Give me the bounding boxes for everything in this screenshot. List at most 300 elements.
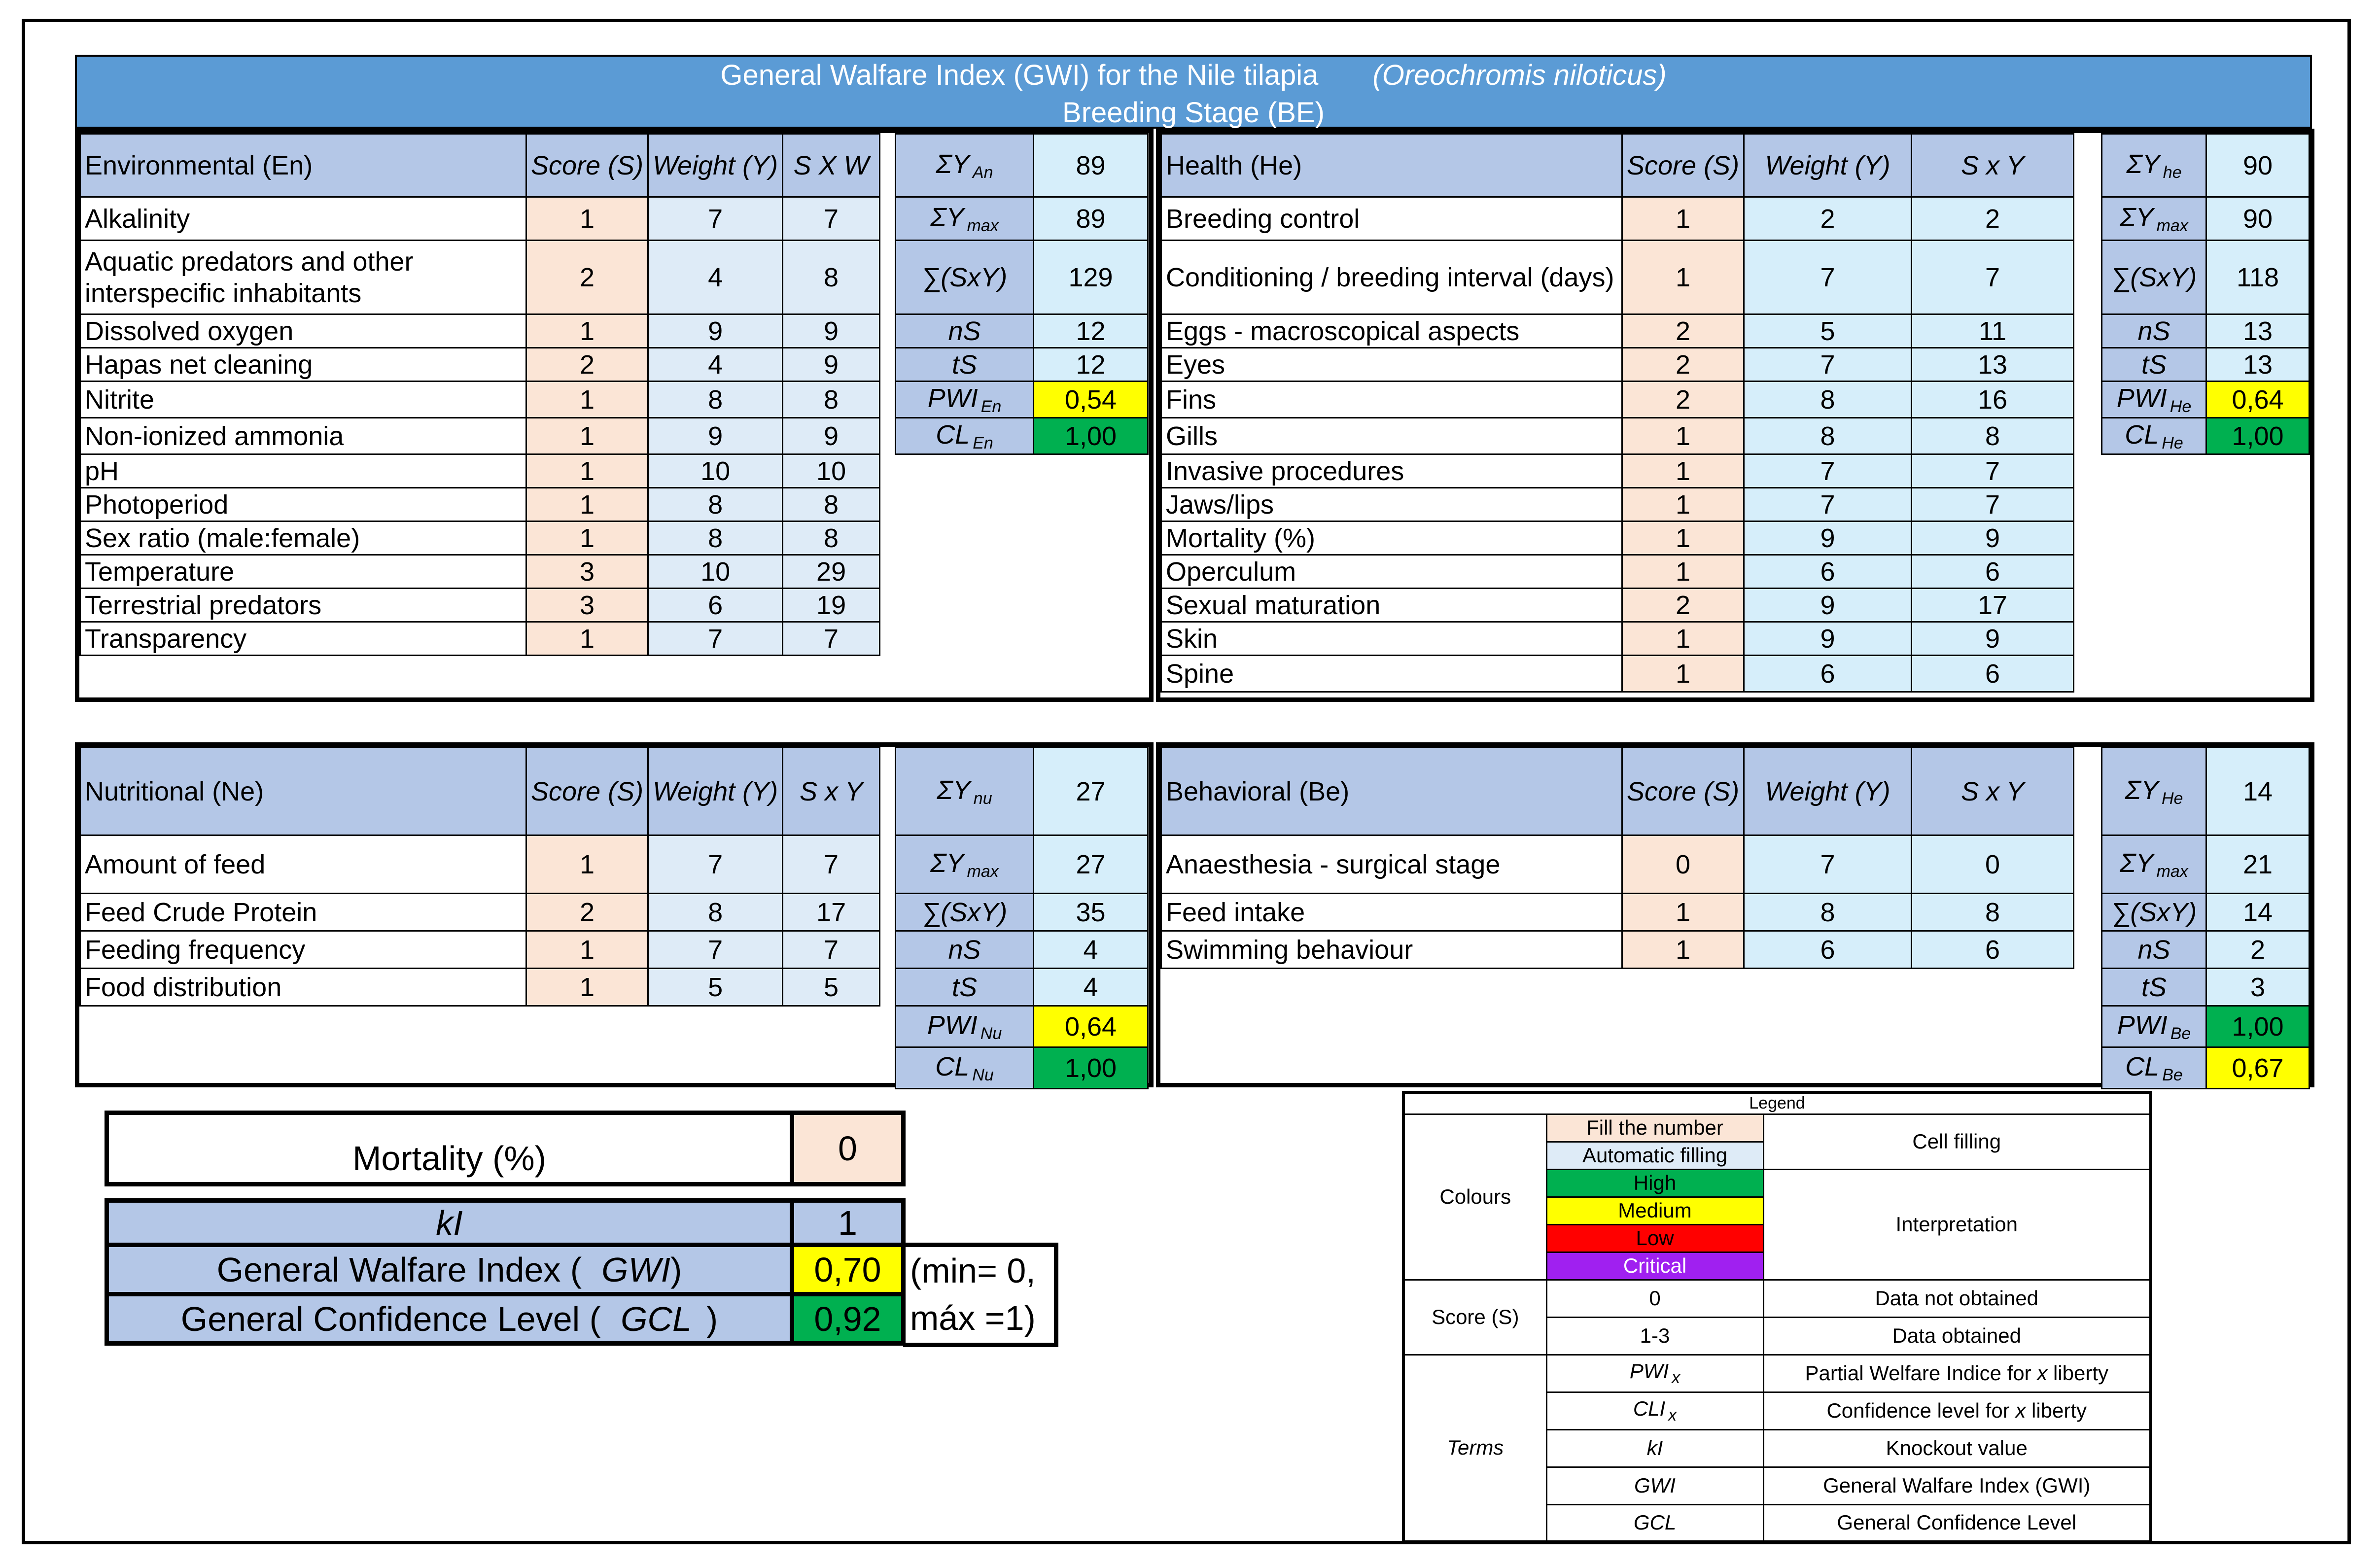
- table-row: [80, 622, 880, 656]
- sxy-value: 9: [1912, 622, 2074, 656]
- stat-row: [2102, 382, 2310, 418]
- stat-row: [896, 748, 1148, 835]
- env-score-header: Score (S): [526, 134, 648, 197]
- table-row: [1161, 382, 2074, 418]
- table-row: [1161, 622, 2074, 656]
- stat-value: 35: [1034, 894, 1148, 931]
- ki-label: kI: [107, 1201, 792, 1245]
- legend-interpretation: Interpretation: [1763, 1169, 2151, 1280]
- stat-value: 21: [2206, 835, 2310, 894]
- sxy-value: 2: [1912, 197, 2074, 241]
- legend-terms: Terms: [1403, 1355, 1546, 1542]
- criterion-name: Hapas net cleaning: [80, 348, 526, 382]
- stat-key: ∑(SxY): [2102, 241, 2206, 314]
- stat-value: 4: [1034, 969, 1148, 1006]
- score-input[interactable]: 2: [1622, 348, 1744, 382]
- criterion-name: Swimming behaviour: [1161, 931, 1622, 969]
- sxy-value: 7: [783, 835, 880, 894]
- health-section-label: Health (He): [1161, 134, 1622, 197]
- legend-cell-filling: Cell filling: [1763, 1114, 2151, 1169]
- stat-value: 0,64: [1034, 1006, 1148, 1047]
- criterion-name: Nitrite: [80, 382, 526, 418]
- stat-key: ∑(SxY): [2102, 894, 2206, 931]
- table-row: [1161, 522, 2074, 555]
- score-input[interactable]: 2: [526, 348, 648, 382]
- sxy-value: 9: [783, 348, 880, 382]
- table-row: [80, 522, 880, 555]
- sxy-value: 8: [1912, 418, 2074, 454]
- sxy-value: 7: [783, 931, 880, 969]
- weight-value: 7: [648, 931, 783, 969]
- stat-value: 89: [1034, 197, 1148, 241]
- stat-row: [896, 348, 1148, 382]
- score-input[interactable]: 3: [526, 555, 648, 589]
- stat-row: [2102, 931, 2310, 969]
- stat-value: 1,00: [1034, 418, 1148, 454]
- score-input[interactable]: 0: [1622, 835, 1744, 894]
- table-row: [80, 835, 880, 894]
- sxy-value: 9: [783, 314, 880, 348]
- health-sw-header: S x Y: [1912, 134, 2074, 197]
- gwi-value: 0,70: [792, 1245, 904, 1294]
- criterion-name: Breeding control: [1161, 197, 1622, 241]
- stat-row: [896, 241, 1148, 314]
- legend-term-gcl-desc: General Confidence Level: [1763, 1504, 2151, 1542]
- weight-value: 7: [1744, 241, 1912, 314]
- health-table: [1160, 133, 2074, 693]
- stat-key: nS: [2102, 931, 2206, 969]
- weight-value: 8: [648, 894, 783, 931]
- legend-term-gwi: GWI: [1546, 1467, 1763, 1504]
- stat-value: 4: [1034, 931, 1148, 969]
- table-row: [1161, 555, 2074, 589]
- stat-row: [896, 894, 1148, 931]
- criterion-name: Operculum: [1161, 555, 1622, 589]
- table-row: [1161, 314, 2074, 348]
- env-sw-header: S X W: [783, 134, 880, 197]
- legend-medium-swatch: Medium: [1546, 1197, 1763, 1224]
- score-input[interactable]: 2: [1622, 382, 1744, 418]
- stat-key: tS: [896, 969, 1034, 1006]
- table-row: [1161, 894, 2074, 931]
- criterion-name: Feed Crude Protein: [80, 894, 526, 931]
- criterion-name: pH: [80, 454, 526, 488]
- stat-value: 27: [1034, 748, 1148, 835]
- sxy-value: 7: [783, 622, 880, 656]
- stat-key: ∑(SxY): [896, 894, 1034, 931]
- stat-row: [2102, 197, 2310, 241]
- stat-row: [2102, 835, 2310, 894]
- stat-key: PWI $_{Nu}$: [896, 1006, 1034, 1047]
- stat-key: ΣY $_{max}$: [2102, 835, 2206, 894]
- legend-score-0: 0: [1546, 1280, 1763, 1317]
- criterion-name: Skin: [1161, 622, 1622, 656]
- behav-table: [1160, 747, 2074, 969]
- stat-value: 129: [1034, 241, 1148, 314]
- stat-key: nS: [896, 314, 1034, 348]
- score-input[interactable]: 2: [1622, 589, 1744, 622]
- stat-key: ΣY $_{he}$: [2102, 134, 2206, 197]
- table-row: [80, 969, 880, 1006]
- stat-key: ΣY $_{max}$: [2102, 197, 2206, 241]
- stat-row: [2102, 241, 2310, 314]
- legend-term-gcl: GCL: [1546, 1504, 1763, 1542]
- stat-key: ΣY $_{An}$: [896, 134, 1034, 197]
- weight-value: 8: [648, 522, 783, 555]
- stat-value: 0,54: [1034, 382, 1148, 418]
- stat-row: [896, 931, 1148, 969]
- score-input[interactable]: 2: [526, 894, 648, 931]
- score-input[interactable]: 1: [1622, 454, 1744, 488]
- health-weight-header: Weight (Y): [1744, 134, 1912, 197]
- weight-value: 9: [648, 418, 783, 454]
- weight-value: 7: [648, 622, 783, 656]
- stat-key: ΣY $_{max}$: [896, 197, 1034, 241]
- table-row: [1161, 488, 2074, 522]
- stat-value: 1,00: [2206, 418, 2310, 454]
- weight-value: 6: [648, 589, 783, 622]
- score-input[interactable]: 3: [526, 589, 648, 622]
- table-row: [1161, 835, 2074, 894]
- sxy-value: 0: [1912, 835, 2074, 894]
- table-row: [80, 589, 880, 622]
- stat-key: ∑(SxY): [896, 241, 1034, 314]
- stat-row: [2102, 1006, 2310, 1047]
- legend-auto-swatch: Automatic filling: [1546, 1142, 1763, 1169]
- behav-score-header: Score (S): [1622, 748, 1744, 835]
- weight-value: 7: [1744, 348, 1912, 382]
- env-section-label: Environmental (En): [80, 134, 526, 197]
- sheet-title: [75, 55, 2312, 129]
- score-input[interactable]: 2: [526, 241, 648, 314]
- health-stats: [2101, 133, 2310, 455]
- legend-high-swatch: High: [1546, 1169, 1763, 1197]
- table-row: [1161, 454, 2074, 488]
- stat-value: 1,00: [2206, 1006, 2310, 1047]
- stat-value: 14: [2206, 748, 2310, 835]
- legend-term-pwi-desc: Partial Welfare Indice for x liberty: [1763, 1355, 2151, 1392]
- health-score-header: Score (S): [1622, 134, 1744, 197]
- sxy-value: 7: [1912, 241, 2074, 314]
- sxy-value: 16: [1912, 382, 2074, 418]
- env-weight-header: Weight (Y): [648, 134, 783, 197]
- weight-value: 6: [1744, 931, 1912, 969]
- gcl-label: General Confidence Level ( GCL ): [107, 1294, 792, 1344]
- stat-key: CL $_{Nu}$: [896, 1047, 1034, 1089]
- score-input[interactable]: 2: [1622, 314, 1744, 348]
- table-row: [80, 314, 880, 348]
- sxy-value: 9: [783, 418, 880, 454]
- gcl-value: 0,92: [792, 1294, 904, 1344]
- sxy-value: 29: [783, 555, 880, 589]
- nutr-section-label: Nutritional (Ne): [80, 748, 526, 835]
- sxy-value: 17: [783, 894, 880, 931]
- stat-value: 0,64: [2206, 382, 2310, 418]
- stat-row: [896, 835, 1148, 894]
- stat-row: [2102, 894, 2310, 931]
- gwi-label: General Walfare Index ( GWI): [107, 1245, 792, 1294]
- score-input[interactable]: 1: [526, 622, 648, 656]
- stat-value: 90: [2206, 134, 2310, 197]
- criterion-name: Dissolved oxygen: [80, 314, 526, 348]
- sxy-value: 6: [1912, 931, 2074, 969]
- behav-stats: [2101, 747, 2310, 1089]
- criterion-name: Feed intake: [1161, 894, 1622, 931]
- stat-key: nS: [2102, 314, 2206, 348]
- sxy-value: 5: [783, 969, 880, 1006]
- criterion-name: Anaesthesia - surgical stage: [1161, 835, 1622, 894]
- score-input[interactable]: 1: [1622, 418, 1744, 454]
- stat-key: ΣY $_{He}$: [2102, 748, 2206, 835]
- score-input[interactable]: 1: [526, 454, 648, 488]
- criterion-name: Terrestrial predators: [80, 589, 526, 622]
- sxy-value: 6: [1912, 656, 2074, 692]
- sxy-value: 8: [783, 488, 880, 522]
- legend-title: Legend: [1403, 1092, 2151, 1114]
- behav-weight-header: Weight (Y): [1744, 748, 1912, 835]
- stat-row: [896, 1047, 1148, 1089]
- stat-value: 27: [1034, 835, 1148, 894]
- weight-value: 7: [1744, 835, 1912, 894]
- table-row: [1161, 241, 2074, 314]
- stat-value: 13: [2206, 348, 2310, 382]
- ki-value: 1: [792, 1201, 904, 1245]
- weight-value: 2: [1744, 197, 1912, 241]
- table-row: [80, 382, 880, 418]
- stat-key: ΣY $_{nu}$: [896, 748, 1034, 835]
- stat-key: CL $_{He}$: [2102, 418, 2206, 454]
- stat-key: PWI $_{En}$: [896, 382, 1034, 418]
- nutr-stats: [895, 747, 1149, 1089]
- sxy-value: 8: [783, 382, 880, 418]
- score-input[interactable]: 1: [1622, 522, 1744, 555]
- table-row: [80, 454, 880, 488]
- stat-value: 12: [1034, 348, 1148, 382]
- stat-key: nS: [896, 931, 1034, 969]
- stat-row: [896, 314, 1148, 348]
- criterion-name: Non-ionized ammonia: [80, 418, 526, 454]
- stat-value: 14: [2206, 894, 2310, 931]
- weight-value: 8: [1744, 382, 1912, 418]
- legend-colours: Colours: [1403, 1114, 1546, 1280]
- stat-row: [2102, 748, 2310, 835]
- stat-row: [896, 418, 1148, 454]
- title-text: General Walfare Index (GWI) for the Nile tilapia: [720, 59, 1319, 91]
- stat-value: 118: [2206, 241, 2310, 314]
- sxy-value: 8: [1912, 894, 2074, 931]
- env-table: [79, 133, 880, 656]
- sxy-value: 8: [783, 241, 880, 314]
- score-input[interactable]: 1: [526, 382, 648, 418]
- score-input[interactable]: 1: [1622, 931, 1744, 969]
- weight-value: 7: [1744, 488, 1912, 522]
- table-row: [1161, 197, 2074, 241]
- stat-key: ΣY $_{max}$: [896, 835, 1034, 894]
- sxy-value: 8: [783, 522, 880, 555]
- table-row: [1161, 931, 2074, 969]
- sxy-value: 11: [1912, 314, 2074, 348]
- sxy-value: 13: [1912, 348, 2074, 382]
- nutr-table: [79, 747, 880, 1007]
- legend-term-ki: kI: [1546, 1429, 1763, 1467]
- nutr-sw-header: S x Y: [783, 748, 880, 835]
- weight-value: 10: [648, 555, 783, 589]
- weight-value: 7: [1744, 454, 1912, 488]
- stat-row: [2102, 418, 2310, 454]
- stat-key: tS: [2102, 348, 2206, 382]
- score-input[interactable]: 1: [526, 418, 648, 454]
- weight-value: 4: [648, 241, 783, 314]
- table-row: [1161, 418, 2074, 454]
- score-input[interactable]: 1: [1622, 622, 1744, 656]
- criterion-name: Mortality (%): [1161, 522, 1622, 555]
- stat-row: [896, 134, 1148, 197]
- weight-value: 4: [648, 348, 783, 382]
- stat-row: [2102, 348, 2310, 382]
- nutr-score-header: Score (S): [526, 748, 648, 835]
- legend-score-0-desc: Data not obtained: [1763, 1280, 2151, 1317]
- legend-score-13-desc: Data obtained: [1763, 1317, 2151, 1355]
- stat-value: 13: [2206, 314, 2310, 348]
- stat-row: [2102, 969, 2310, 1006]
- table-row: [1161, 348, 2074, 382]
- sxy-value: 6: [1912, 555, 2074, 589]
- weight-value: 6: [1744, 656, 1912, 692]
- criterion-name: Jaws/lips: [1161, 488, 1622, 522]
- score-input[interactable]: 1: [526, 835, 648, 894]
- score-input[interactable]: 1: [526, 197, 648, 241]
- weight-value: 10: [648, 454, 783, 488]
- stat-key: CL $_{Be}$: [2102, 1047, 2206, 1089]
- stat-value: 89: [1034, 134, 1148, 197]
- species-name: (Oreochromis niloticus): [1372, 59, 1667, 91]
- score-input[interactable]: 1: [1622, 656, 1744, 692]
- legend-term-pwi: PWI $_x$: [1546, 1355, 1763, 1392]
- criterion-name: Feeding frequency: [80, 931, 526, 969]
- stat-row: [896, 1006, 1148, 1047]
- stat-row: [896, 969, 1148, 1006]
- score-input[interactable]: 1: [526, 931, 648, 969]
- legend-fill-swatch: Fill the number: [1546, 1114, 1763, 1142]
- weight-value: 7: [648, 835, 783, 894]
- score-input[interactable]: 1: [1622, 197, 1744, 241]
- weight-value: 9: [1744, 589, 1912, 622]
- criterion-name: Temperature: [80, 555, 526, 589]
- sxy-value: 7: [1912, 488, 2074, 522]
- stat-key: PWI $_{Be}$: [2102, 1006, 2206, 1047]
- score-input[interactable]: 1: [1622, 894, 1744, 931]
- stat-key: tS: [2102, 969, 2206, 1006]
- criterion-name: Amount of feed: [80, 835, 526, 894]
- stat-value: 12: [1034, 314, 1148, 348]
- score-input[interactable]: 1: [526, 969, 648, 1006]
- stat-key: PWI $_{He}$: [2102, 382, 2206, 418]
- criterion-name: Aquatic predators and other interspecific inhabitants: [80, 241, 526, 314]
- table-row: [1161, 589, 2074, 622]
- table-row: [80, 241, 880, 314]
- sxy-value: 17: [1912, 589, 2074, 622]
- stat-value: 2: [2206, 931, 2310, 969]
- table-row: [80, 555, 880, 589]
- mortality-input[interactable]: 0: [792, 1113, 904, 1184]
- legend-table: [1402, 1091, 2152, 1543]
- stat-row: [2102, 314, 2310, 348]
- table-row: [80, 931, 880, 969]
- criterion-name: Photoperiod: [80, 488, 526, 522]
- criterion-name: Alkalinity: [80, 197, 526, 241]
- weight-value: 8: [648, 382, 783, 418]
- legend-score-13: 1-3: [1546, 1317, 1763, 1355]
- stat-value: 3: [2206, 969, 2310, 1006]
- criterion-name: Conditioning / breeding interval (days): [1161, 241, 1622, 314]
- table-row: [80, 197, 880, 241]
- criterion-name: Gills: [1161, 418, 1622, 454]
- range-note: (min= 0, máx =1): [903, 1243, 1058, 1347]
- criterion-name: Spine: [1161, 656, 1622, 692]
- sxy-value: 7: [1912, 454, 2074, 488]
- table-row: [1161, 656, 2074, 692]
- weight-value: 6: [1744, 555, 1912, 589]
- criterion-name: Fins: [1161, 382, 1622, 418]
- criterion-name: Invasive procedures: [1161, 454, 1622, 488]
- legend-critical-swatch: Critical: [1546, 1252, 1763, 1280]
- legend-term-cli-desc: Confidence level for x liberty: [1763, 1392, 2151, 1429]
- weight-value: 5: [1744, 314, 1912, 348]
- behav-sw-header: S x Y: [1912, 748, 2074, 835]
- stat-key: CL $_{En}$: [896, 418, 1034, 454]
- legend-score: Score (S): [1403, 1280, 1546, 1355]
- criterion-name: Eggs - macroscopical aspects: [1161, 314, 1622, 348]
- stat-value: 90: [2206, 197, 2310, 241]
- criterion-name: Food distribution: [80, 969, 526, 1006]
- nutr-weight-header: Weight (Y): [648, 748, 783, 835]
- stat-value: 0,67: [2206, 1047, 2310, 1089]
- table-row: [80, 418, 880, 454]
- behav-section-label: Behavioral (Be): [1161, 748, 1622, 835]
- legend-low-swatch: Low: [1546, 1224, 1763, 1252]
- mortality-label: Mortality (%): [107, 1113, 792, 1184]
- criterion-name: Sexual maturation: [1161, 589, 1622, 622]
- score-input[interactable]: 1: [1622, 488, 1744, 522]
- table-row: [80, 488, 880, 522]
- legend-term-cli: CLI $_x$: [1546, 1392, 1763, 1429]
- weight-value: 8: [1744, 418, 1912, 454]
- legend-term-ki-desc: Knockout value: [1763, 1429, 2151, 1467]
- weight-value: 5: [648, 969, 783, 1006]
- score-input[interactable]: 1: [1622, 241, 1744, 314]
- weight-value: 7: [648, 197, 783, 241]
- criterion-name: Eyes: [1161, 348, 1622, 382]
- weight-value: 8: [1744, 894, 1912, 931]
- weight-value: 9: [648, 314, 783, 348]
- score-input[interactable]: 1: [526, 314, 648, 348]
- stat-row: [2102, 134, 2310, 197]
- sxy-value: 19: [783, 589, 880, 622]
- env-stats: [895, 133, 1149, 455]
- stat-row: [896, 382, 1148, 418]
- score-input[interactable]: 1: [526, 522, 648, 555]
- sxy-value: 10: [783, 454, 880, 488]
- table-row: [80, 894, 880, 931]
- stat-row: [2102, 1047, 2310, 1089]
- score-input[interactable]: 1: [526, 488, 648, 522]
- sxy-value: 7: [783, 197, 880, 241]
- score-input[interactable]: 1: [1622, 555, 1744, 589]
- stat-key: tS: [896, 348, 1034, 382]
- stat-value: 1,00: [1034, 1047, 1148, 1089]
- weight-value: 8: [648, 488, 783, 522]
- weight-value: 9: [1744, 622, 1912, 656]
